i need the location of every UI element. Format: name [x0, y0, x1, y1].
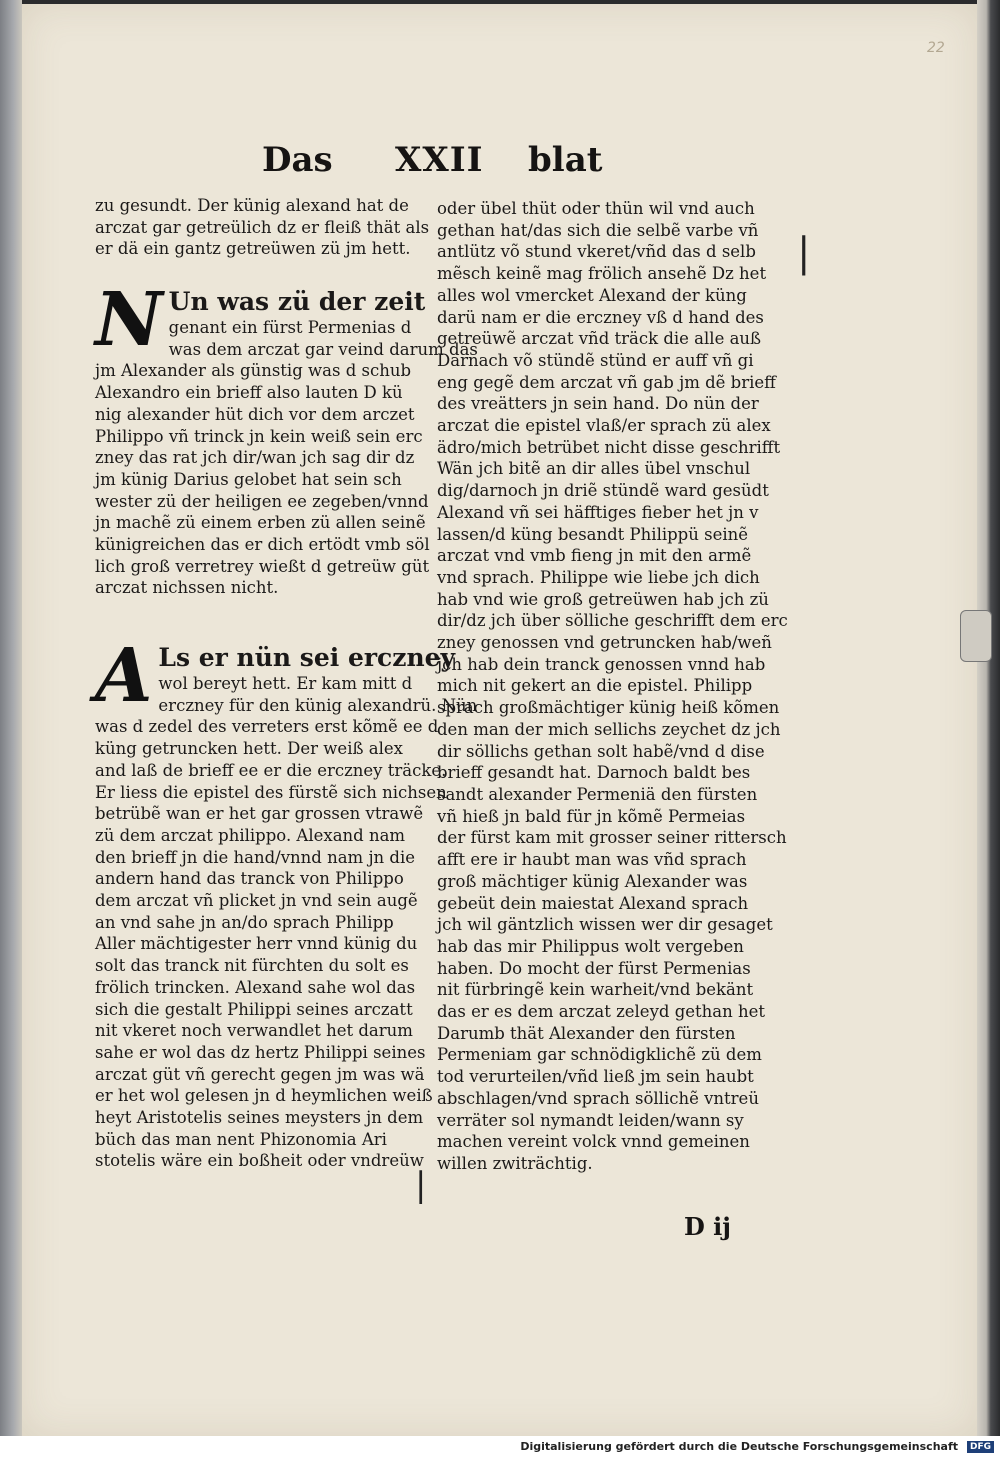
text-line: Aller mächtigester herr vnnd künig du — [95, 934, 418, 954]
text-line: Alexandro ein brieff also lauten D kü — [95, 383, 403, 403]
text-line: arczat die epistel vlaß/er sprach zü alex — [437, 416, 771, 436]
text-line: arczat güt vñ gerecht gegen jm was wä — [95, 1064, 425, 1084]
right-column — [437, 198, 797, 1175]
text-line: frölich trincken. Alexand sahe wol das — [95, 977, 416, 997]
text-line: verräter sol nymandt leiden/wann sy — [437, 1110, 744, 1130]
text-line: arczat gar getreülich dz er fleiß thät als — [95, 217, 430, 237]
paragraph-lines — [95, 673, 478, 1172]
margin-bracket: | — [415, 1165, 427, 1205]
text-line: jch hab dein tranck genossen vnnd hab — [437, 654, 766, 674]
text-line: machen vereint volck vnnd gemeinen — [437, 1132, 750, 1152]
text-line: and laß de brieff ee er die erczney träcke. — [95, 760, 447, 780]
text-line: nit vkeret noch verwandlet het darum — [95, 1021, 413, 1041]
text-line: hab vnd wie groß getreüwen hab jch zü — [437, 589, 769, 609]
text-line: büch das man nent Phizonomia Ari — [95, 1129, 387, 1149]
footer-bar — [0, 1436, 1000, 1459]
text-line: alles wol vmercket Alexand der küng — [437, 285, 747, 305]
book-binding — [0, 0, 22, 1436]
intro-lines — [95, 195, 435, 260]
text-line: lich groß verretrey wießt d getreüw güt — [95, 556, 430, 576]
page-tab — [960, 610, 992, 662]
text-line: was dem arczat gar veind darum das — [168, 339, 478, 359]
text-line: arczat nichssen nicht. — [95, 578, 279, 598]
text-line: zu gesundt. Der künig alexand hat de — [95, 196, 409, 215]
paragraph-2 — [95, 633, 478, 1172]
text-line: dir/dz jch über sölliche geschrifft dem erc — [437, 611, 788, 631]
text-line: dir söllichs gethan solt habẽ/vnd d dise — [437, 741, 765, 761]
text-line: sahe er wol das dz hertz Philippi seines — [95, 1042, 426, 1062]
text-line: dem arczat vñ plicket jn vnd sein augẽ — [95, 891, 418, 911]
text-line: sandt alexander Permeniä den fürsten — [437, 784, 758, 804]
text-line: sich die gestalt Philippi seines arczatt — [95, 999, 413, 1019]
text-line: nig alexander hüt dich vor dem arczet — [95, 404, 415, 424]
text-line: brieff gesandt hat. Darnoch baldt bes — [437, 763, 751, 783]
text-line: eng gegẽ dem arczat vñ gab jm dẽ brieff — [437, 372, 776, 392]
text-line: tod verurteilen/vñd ließ jm sein haubt — [437, 1067, 754, 1087]
text-line: antlütz võ stund vkeret/vñd das d selb — [437, 242, 756, 262]
text-line: betrübẽ wan er het gar grossen vtrawẽ — [95, 804, 424, 824]
intro-paragraph — [95, 195, 435, 260]
text-line: heyt Aristotelis seines meysters jn dem — [95, 1108, 424, 1128]
text-line: gethan hat/das sich die selbẽ varbe vñ — [437, 220, 759, 240]
text-line: zney genossen vnd getruncken hab/weñ — [437, 633, 772, 653]
text-line: Permeniam gar schnödigklichẽ zü dem — [437, 1045, 762, 1065]
text-line: willen zwiträchtig. — [437, 1153, 593, 1173]
text-line: nit fürbringẽ kein warheit/vnd bekänt — [437, 980, 754, 1000]
text-line: jm Alexander als günstig was d schub — [95, 361, 412, 381]
margin-bracket: | — [797, 230, 811, 276]
text-line: vnd sprach. Philippe wie liebe jch dich — [437, 567, 760, 587]
text-line: des vreätters jn sein hand. Do nün der — [437, 394, 759, 414]
text-line: jn machẽ zü einem erben zü allen seinẽ — [95, 513, 426, 533]
text-line: was d zedel des verreters erst kõmẽ ee d — [95, 717, 439, 737]
text-line: das er es dem arczat zeleyd gethan het — [437, 1002, 766, 1022]
drop-initial: A — [95, 633, 153, 719]
text-line: den brieff jn die hand/vnnd nam jn die — [95, 847, 416, 867]
text-line: arczat vnd vmb fieng jn mit den armẽ — [437, 546, 752, 566]
text-line: wol bereyt hett. Er kam mitt d — [158, 674, 413, 693]
text-line: erczney für den künig alexandrü. Nün — [158, 695, 478, 715]
text-line: haben. Do mocht der fürst Permenias — [437, 958, 751, 978]
footer-credit: Digitalisierung gefördert durch die Deutsche Forschungsgemeinschaft — [520, 1440, 958, 1453]
text-line: zney das rat jch dir/wan jch sag dir dz — [95, 448, 415, 468]
page-edge — [977, 0, 1000, 1436]
text-line: sprach großmächtiger künig heiß kõmen — [437, 698, 780, 718]
text-line: Wän jch bitẽ an dir alles übel vnschul — [437, 459, 751, 479]
text-line: groß mächtiger künig Alexander was — [437, 871, 748, 891]
text-line: Darnach võ stündẽ stünd er auff vñ gi — [437, 350, 754, 370]
paragraph-lead: Ls er nün sei erczney — [158, 643, 456, 672]
text-line: ädro/mich betrübet nicht disse geschrifft — [437, 437, 781, 457]
text-line: jch wil gäntzlich wissen wer dir gesaget — [437, 915, 773, 935]
text-line: mẽsch keinẽ mag frölich ansehẽ Dz het — [437, 264, 767, 284]
header-right-word: blat — [528, 140, 603, 180]
text-line: gebeüt dein maiestat Alexand sprach — [437, 893, 749, 913]
text-line: er dä ein gantz getreüwen zü jm hett. — [95, 239, 411, 259]
text-line: darü nam er die erczney vß d hand des — [437, 307, 764, 327]
text-line: an vnd sahe jn an/do sprach Philipp — [95, 912, 394, 932]
text-line: genant ein fürst Permenias d — [168, 318, 412, 337]
text-line: künigreichen das er dich ertödt vmb söl — [95, 535, 430, 555]
text-line: Alexand vñ sei häfftiges fieber het jn v — [437, 502, 759, 522]
text-line: hab das mir Philippus wolt vergeben — [437, 936, 744, 956]
pencil-folio-number: 22 — [927, 40, 945, 56]
dfg-logo: DFG — [967, 1441, 994, 1453]
text-line: Darumb thät Alexander den fürsten — [437, 1023, 736, 1043]
text-line: er het wol gelesen jn d heymlichen weiß — [95, 1086, 433, 1106]
text-line: getreüwẽ arczat vñd träck die alle auß — [437, 329, 762, 349]
right-column-lines — [437, 198, 797, 1175]
text-line: lassen/d küng besandt Philippü seinẽ — [437, 524, 749, 544]
text-line: mich nit gekert an die epistel. Philipp — [437, 676, 753, 696]
text-line: vñ hieß jn bald für jn kõmẽ Permeias — [437, 806, 746, 826]
text-line: küng getruncken hett. Der weiß alex — [95, 739, 403, 759]
drop-initial: N — [95, 277, 163, 363]
text-line: solt das tranck nit fürchten du solt es — [95, 956, 409, 976]
text-line: dig/darnoch jn driẽ stündẽ ward gesüdt — [437, 481, 769, 501]
text-line: abschlagen/vnd sprach söllichẽ vntreü — [437, 1088, 759, 1108]
text-line: wester zü der heiligen ee zegeben/vnnd — [95, 491, 429, 511]
text-line: den man der mich sellichs zeychet dz jch — [437, 719, 781, 739]
header-left-word: Das — [262, 140, 333, 180]
text-line: Er liess die epistel des fürstẽ sich nichsen — [95, 782, 447, 802]
text-line: der fürst kam mit grosser seiner rittersch — [437, 828, 787, 848]
text-line: oder übel thüt oder thün wil vnd auch — [437, 199, 755, 218]
paragraph-1 — [95, 277, 478, 599]
text-line: afft ere ir haubt man was vñd sprach — [437, 850, 747, 870]
text-line: Philippo vñ trinck jn kein weiß sein erc — [95, 426, 423, 446]
text-line: zü dem arczat philippo. Alexand nam — [95, 825, 406, 845]
text-line: jm künig Darius gelobet hat sein sch — [95, 469, 402, 489]
header-folio-number: XXII — [395, 140, 484, 180]
text-line: stotelis wäre ein boßheit oder vndreüw — [95, 1151, 424, 1171]
signature-mark: D ij — [684, 1212, 731, 1241]
paragraph-lead: Un was zü der zeit — [168, 287, 426, 316]
text-line: andern hand das tranck von Philippo — [95, 869, 404, 889]
